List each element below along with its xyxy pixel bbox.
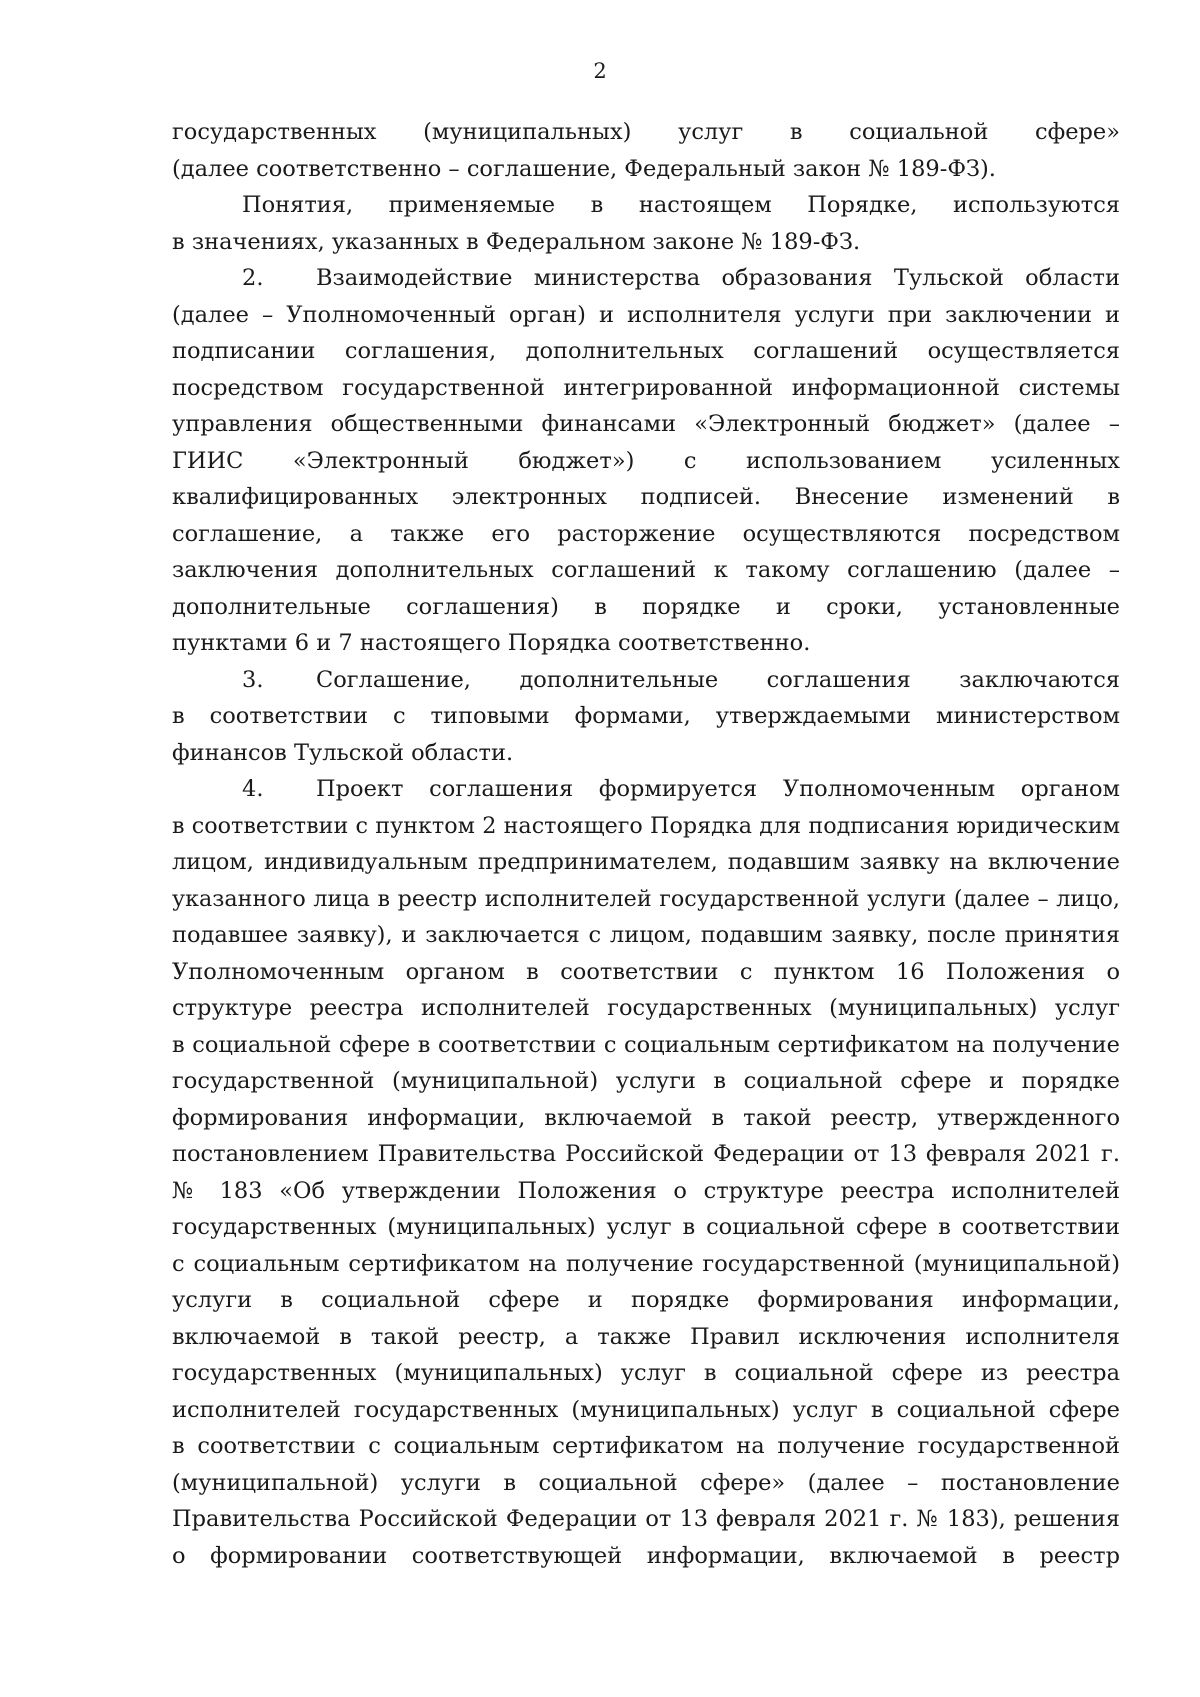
text-line: подписании соглашения, дополнительных соглашений осуществляется xyxy=(172,338,1120,364)
paragraph-continuation xyxy=(172,114,1120,187)
text-line xyxy=(172,771,1120,808)
text-line-content: Взаимодействие министерства образования Тульской области xyxy=(316,265,1120,291)
item-number: 2. xyxy=(242,265,264,291)
text-line: посредством государственной интегрированной информационной системы xyxy=(172,374,1120,401)
page-number: 2 xyxy=(593,59,607,83)
text-line: услуги в социальной сфере и порядке формирования информации, xyxy=(172,1287,1120,1313)
paragraph-item-2 xyxy=(172,260,1120,662)
text-line: исполнителей государственных (муниципальных) услуг в социальной сфере xyxy=(172,1396,1120,1423)
paragraph-definitions xyxy=(172,187,1120,260)
text-line: (далее – Уполномоченный орган) и исполнителя услуги при заключении и xyxy=(172,301,1120,328)
text-line: в соответствии с типовыми формами, утверждаемыми министерством xyxy=(172,703,1120,729)
text-line: государственной (муниципальной) услуги в социальной сфере и порядке xyxy=(172,1068,1120,1094)
text-line: пунктами 6 и 7 настоящего Порядка соответственно. xyxy=(172,630,811,656)
text-line: постановлением Правительства Российской Федерации от 13 февраля 2021 г. xyxy=(172,1141,1120,1167)
text-line: управления общественными финансами «Электронный бюджет» (далее – xyxy=(172,411,1120,437)
text-line: финансов Тульской области. xyxy=(172,739,514,766)
item-number: 3. xyxy=(242,666,264,693)
text-line-content: Проект соглашения формируется Уполномоченным органом xyxy=(316,776,1120,802)
text-line: Уполномоченным органом в соответствии с пунктом 16 Положения о xyxy=(172,958,1120,985)
text-line: заключения дополнительных соглашений к такому соглашению (далее – xyxy=(172,557,1120,583)
text-line: в соответствии с социальным сертификатом на получение государственной xyxy=(172,1433,1120,1459)
text-line: формирования информации, включаемой в такой реестр, утвержденного xyxy=(172,1104,1120,1131)
text-line: в соответствии с пунктом 2 настоящего Порядка для подписания юридическим xyxy=(172,812,1120,839)
text-line: № 183 «Об утверждении Положения о структуре реестра исполнителей xyxy=(172,1177,1120,1204)
text-line xyxy=(172,662,1120,699)
text-line: Понятия, применяемые в настоящем Порядке, используются xyxy=(242,192,1120,218)
text-line: структуре реестра исполнителей государственных (муниципальных) услуг xyxy=(172,995,1120,1021)
text-line: квалифицированных электронных подписей. Внесение изменений в xyxy=(172,484,1120,510)
text-line: государственных (муниципальных) услуг в социальной сфере в соответствии xyxy=(172,1214,1120,1240)
text-line: (далее соответственно – соглашение, Федеральный закон № 189-ФЗ). xyxy=(172,155,996,182)
text-line: соглашение, а также его расторжение осуществляются посредством xyxy=(172,520,1120,547)
text-line: в социальной сфере в соответствии с социальным сертификатом на получение xyxy=(172,1031,1120,1058)
text-line: указанного лица в реестр исполнителей государственной услуги (далее – лицо, xyxy=(172,885,1120,912)
item-number: 4. xyxy=(242,776,264,802)
text-line: в значениях, указанных в Федеральном законе № 189-ФЗ. xyxy=(172,228,861,255)
text-line: государственных (муниципальных) услуг в социальной сфере из реестра xyxy=(172,1360,1120,1386)
paragraph-item-4 xyxy=(172,771,1120,1574)
text-line-content: Соглашение, дополнительные соглашения заключаются xyxy=(316,666,1120,693)
text-line: (муниципальной) услуги в социальной сфере» (далее – постановление xyxy=(172,1469,1120,1496)
document-body xyxy=(172,114,1120,1574)
text-line: подавшее заявку), и заключается с лицом, подавшим заявку, после принятия xyxy=(172,922,1120,948)
text-line: Правительства Российской Федерации от 13 февраля 2021 г. № 183), решения xyxy=(172,1506,1120,1532)
paragraph-item-3 xyxy=(172,662,1120,772)
text-line xyxy=(172,260,1120,297)
text-line: о формировании соответствующей информации, включаемой в реестр xyxy=(172,1542,1120,1569)
text-line: ГИИС «Электронный бюджет») с использованием усиленных xyxy=(172,447,1120,474)
text-line: государственных (муниципальных) услуг в социальной сфере» xyxy=(172,119,1120,145)
text-line: включаемой в такой реестр, а также Правил исключения исполнителя xyxy=(172,1323,1120,1350)
text-line: лицом, индивидуальным предпринимателем, подавшим заявку на включение xyxy=(172,849,1120,875)
text-line: с социальным сертификатом на получение государственной (муниципальной) xyxy=(172,1250,1120,1277)
text-line: дополнительные соглашения) в порядке и сроки, установленные xyxy=(172,593,1120,620)
